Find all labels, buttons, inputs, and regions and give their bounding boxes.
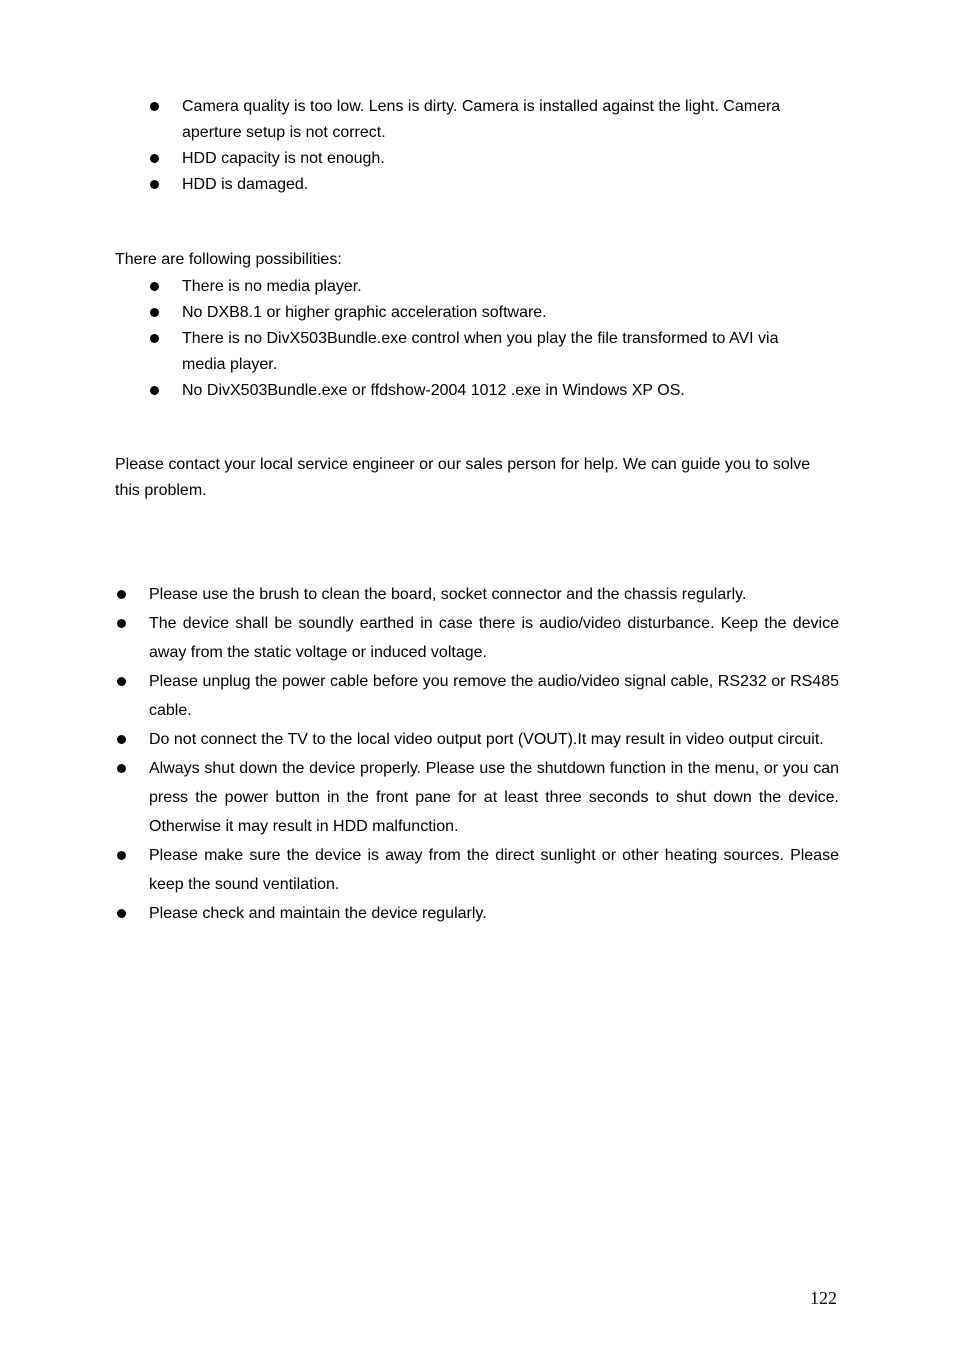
list-item: Please unplug the power cable before you remove the audio/video signal cable, RS232 or RS485 cable. bbox=[149, 667, 839, 725]
list-item: Always shut down the device properly. Please use the shutdown function in the menu, or you can press the power button in the front pane for at least three seconds to shut down the device. Otherwise it may result in HDD malfunction. bbox=[149, 754, 839, 841]
bullet-icon bbox=[150, 386, 159, 395]
bullet-icon bbox=[117, 590, 126, 599]
list-item: Camera quality is too low. Lens is dirty. Camera is installed against the light. Camera aperture setup is not correct. bbox=[182, 94, 822, 146]
list-item: Do not connect the TV to the local video output port (VOUT).It may result in video output circuit. bbox=[149, 725, 839, 754]
list-item: Please make sure the device is away from the direct sunlight or other heating sources. Please keep the sound ventilation. bbox=[149, 841, 839, 899]
contact-paragraph: Please contact your local service engineer or our sales person for help. We can guide you to solve this problem. bbox=[115, 456, 811, 499]
bullet-icon bbox=[150, 308, 159, 317]
bullet-icon bbox=[117, 909, 126, 918]
bullet-icon bbox=[150, 334, 159, 343]
bullet-icon bbox=[117, 764, 126, 773]
bullet-icon bbox=[117, 677, 126, 686]
causes-list bbox=[182, 94, 822, 198]
bullet-icon bbox=[150, 154, 159, 163]
list-item: No DXB8.1 or higher graphic acceleration software. bbox=[182, 300, 822, 326]
maintenance-list bbox=[149, 580, 839, 928]
bullet-icon bbox=[150, 282, 159, 291]
bullet-icon bbox=[117, 619, 126, 628]
list-item: HDD capacity is not enough. bbox=[182, 146, 822, 172]
bullet-icon bbox=[117, 851, 126, 860]
list-item: HDD is damaged. bbox=[182, 172, 822, 198]
bullet-icon bbox=[117, 735, 126, 744]
page-number: 122 bbox=[810, 1288, 837, 1308]
list-item: There is no DivX503Bundle.exe control when you play the file transformed to AVI via media player. bbox=[182, 326, 822, 378]
bullet-icon bbox=[150, 102, 159, 111]
list-item: The device shall be soundly earthed in case there is audio/video disturbance. Keep the device away from the static voltage or induced voltage. bbox=[149, 609, 839, 667]
bullet-icon bbox=[150, 180, 159, 189]
list-item: Please use the brush to clean the board, socket connector and the chassis regularly. bbox=[149, 580, 839, 609]
list-item: No DivX503Bundle.exe or ffdshow-2004 1012 .exe in Windows XP OS. bbox=[182, 378, 822, 404]
list-item: There is no media player. bbox=[182, 274, 822, 300]
possibilities-list bbox=[182, 274, 822, 404]
list-item: Please check and maintain the device regularly. bbox=[149, 899, 839, 928]
possibilities-paragraph: There are following possibilities: bbox=[115, 251, 342, 268]
